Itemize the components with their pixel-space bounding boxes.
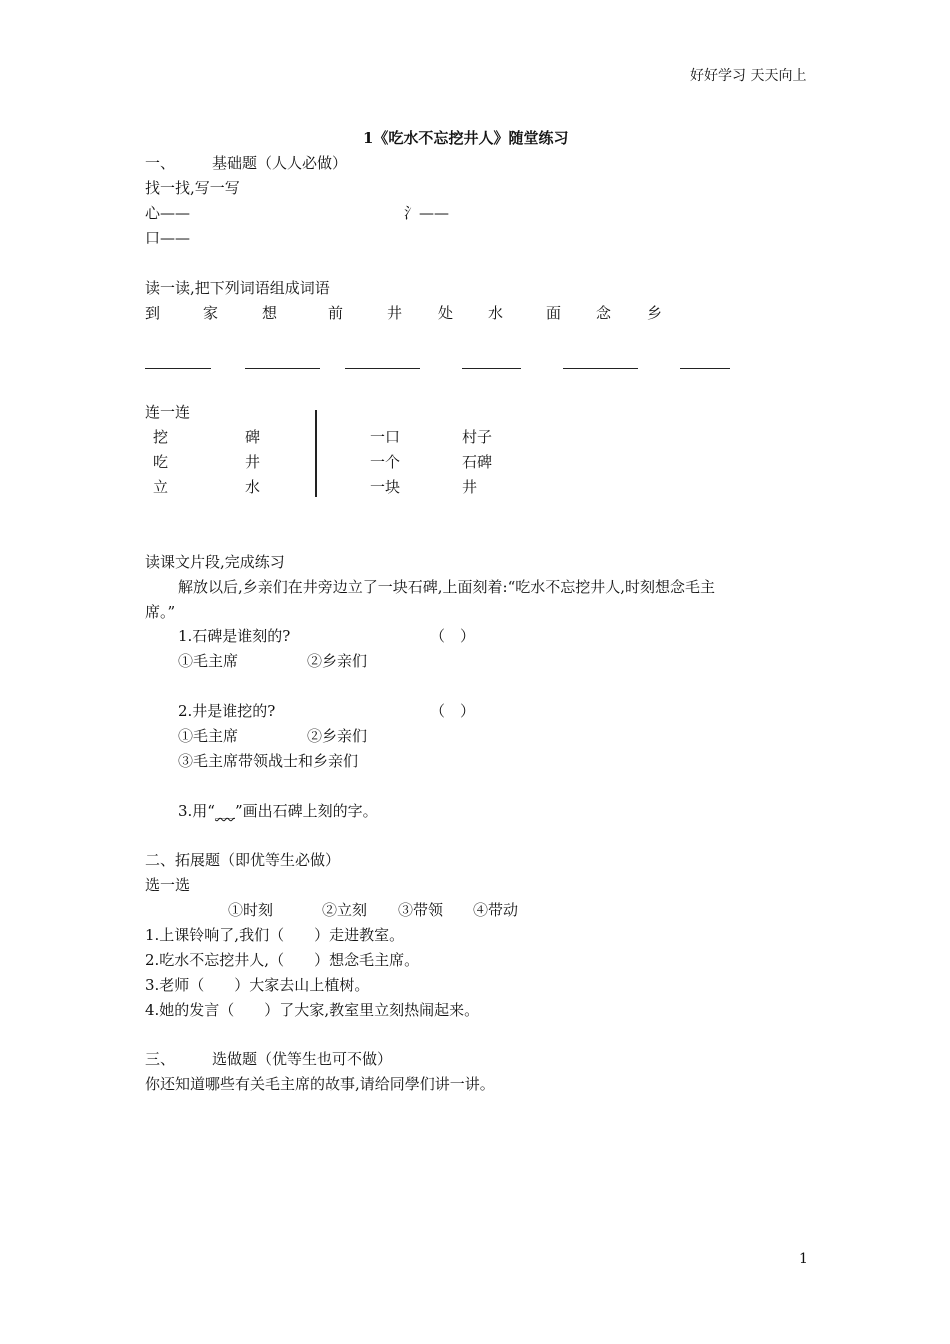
- page-number: 1: [799, 1251, 808, 1267]
- select-sentence: 4.她的发言（ ）了大家,教室里立刻热闹起来。: [145, 1001, 480, 1019]
- answer-blank[interactable]: [680, 368, 730, 369]
- section3-text: 你还知道哪些有关毛主席的故事,请给同學们讲一讲。: [145, 1075, 495, 1093]
- connect-left-item: 立: [153, 478, 169, 496]
- section3-title: 选做题（优等生也可不做）: [212, 1050, 393, 1068]
- answer-blank[interactable]: [245, 368, 320, 369]
- connect-title: 连一连: [145, 403, 191, 421]
- radical-kou: 口——: [145, 229, 191, 247]
- passage-line: 席。”: [145, 603, 176, 621]
- question-1: 1.石碑是谁刻的?: [178, 627, 291, 645]
- connect-left-match: 水: [245, 478, 261, 496]
- question-2: 2.井是谁挖的?: [178, 702, 276, 720]
- question-3-suffix: ”画出石碑上刻的字。: [234, 802, 378, 820]
- section1-number: 一、: [145, 154, 176, 172]
- connect-right-match: 井: [462, 478, 478, 496]
- question-1-option: ①毛主席: [178, 652, 239, 670]
- section3-number: 三、: [145, 1050, 176, 1068]
- find-write-title: 找一找,写一写: [145, 179, 240, 197]
- select-sentence: 1.上课铃响了,我们（ ）走进教室。: [145, 926, 405, 944]
- question-2-option: ①毛主席: [178, 727, 239, 745]
- connect-right-match: 村子: [462, 428, 493, 446]
- question-2-option: ③毛主席带领战士和乡亲们: [178, 752, 359, 770]
- answer-blank[interactable]: [462, 368, 521, 369]
- question-3-prefix: 3.用“: [178, 802, 215, 820]
- connect-left-item: 挖: [153, 428, 169, 446]
- connect-right-item: 一个: [370, 453, 401, 471]
- char-item: 处: [438, 304, 454, 322]
- answer-blank[interactable]: [563, 368, 638, 369]
- char-item: 面: [546, 304, 562, 322]
- char-item: 乡: [647, 304, 663, 322]
- select-sentence: 3.老师（ ）大家去山上植树。: [145, 976, 370, 994]
- radical-shui: 氵——: [404, 204, 450, 222]
- char-item: 想: [262, 304, 278, 322]
- connect-left-match: 碑: [245, 428, 261, 446]
- page-header: 好好学习 天天向上: [690, 68, 807, 84]
- char-item: 水: [488, 304, 504, 322]
- answer-blank[interactable]: [345, 368, 420, 369]
- question-1-blank[interactable]: （ ）: [430, 627, 476, 645]
- connect-left-match: 井: [245, 453, 261, 471]
- char-item: 到: [145, 304, 161, 322]
- question-2-blank[interactable]: （ ）: [430, 702, 476, 720]
- select-option: ④带动: [473, 901, 519, 919]
- page-title: 1《吃水不忘挖井人》随堂练习: [363, 129, 569, 147]
- question-2-option: ②乡亲们: [307, 727, 368, 745]
- char-item: 井: [387, 304, 403, 322]
- connect-right-match: 石碑: [462, 453, 493, 471]
- select-sentence: 2.吃水不忘挖井人,（ ）想念毛主席。: [145, 951, 420, 969]
- connect-right-item: 一块: [370, 478, 401, 496]
- question-3: [178, 801, 378, 824]
- radical-xin: 心——: [145, 204, 191, 222]
- connect-right-item: 一口: [370, 428, 401, 446]
- passage-line: 解放以后,乡亲们在井旁边立了一块石碑,上面刻着:“吃水不忘挖井人,时刻想念毛主: [178, 578, 716, 596]
- char-item: 家: [203, 304, 219, 322]
- section2-title: 二、拓展题（即优等生必做）: [145, 851, 341, 869]
- select-option: ①时刻: [228, 901, 274, 919]
- passage-title: 读课文片段,完成练习: [145, 553, 285, 571]
- wavy-line-mark: ____: [214, 808, 235, 819]
- char-item: 念: [596, 304, 612, 322]
- answer-blank[interactable]: [145, 368, 211, 369]
- question-1-option: ②乡亲们: [307, 652, 368, 670]
- char-item: 前: [328, 304, 344, 322]
- read-words-title: 读一读,把下列词语组成词语: [145, 279, 330, 297]
- section1-title: 基础题（人人必做）: [212, 154, 348, 172]
- select-option: ③带领: [398, 901, 444, 919]
- select-title: 选一选: [145, 876, 191, 894]
- connect-divider: [315, 410, 317, 497]
- connect-left-item: 吃: [153, 453, 169, 471]
- select-option: ②立刻: [322, 901, 368, 919]
